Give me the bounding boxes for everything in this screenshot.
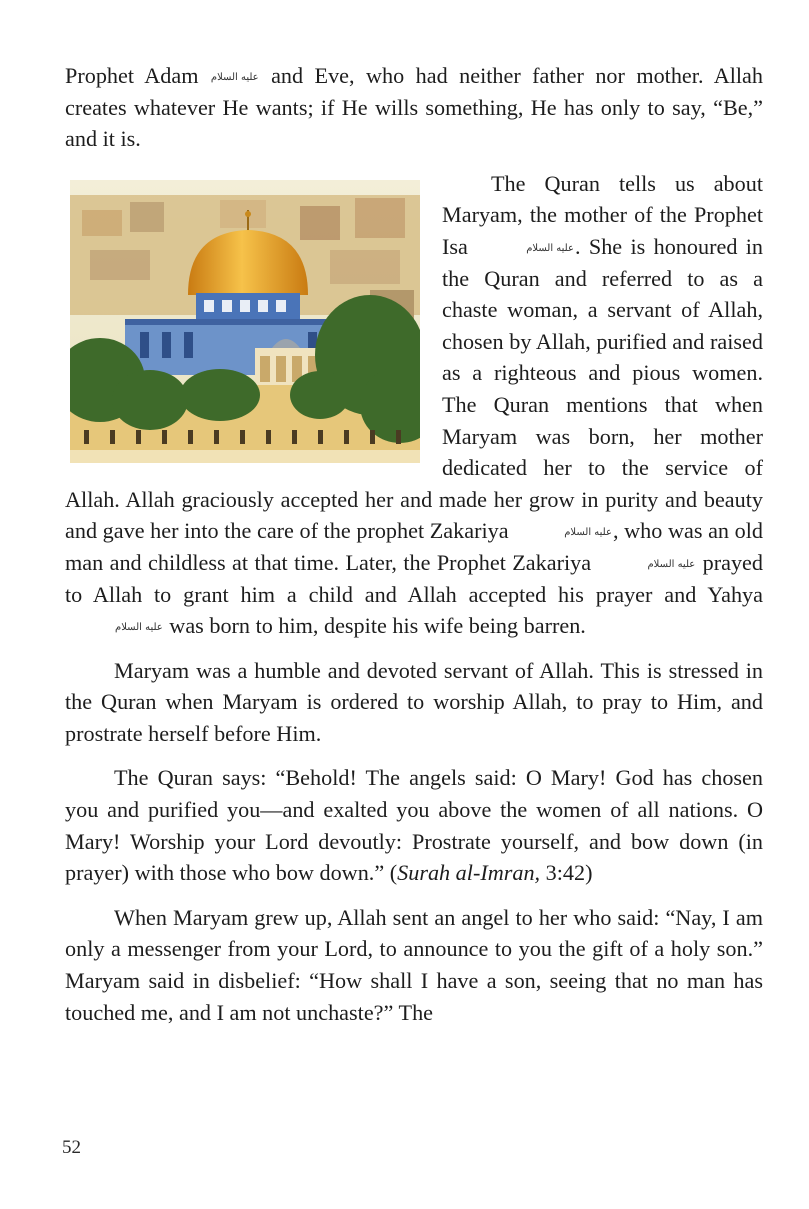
honorific-symbol: عليه السلام: [564, 527, 612, 539]
paragraph-3: [65, 655, 763, 750]
text-run: was born to him, despite his wife being barren.: [163, 613, 586, 639]
text-run: Prophet Adam: [65, 63, 210, 88]
text-run: The Quran tells us about Maryam, the mother of the Prophet Isa: [442, 170, 763, 259]
text-run: and Eve, who had neither father nor mother. Allah creates whatever He wants; if He wills something, He has only to say, “Be,” and it is.: [65, 63, 763, 152]
honorific-symbol: عليه السلام: [210, 72, 259, 83]
text-run: Maryam was a humble and devoted servant of Allah. This is stressed in the Quran when Maryam is ordered to worship Allah, to pray to Him, and prostrate herself before Him.: [65, 657, 763, 746]
paragraph-2: [65, 168, 763, 642]
dome-of-the-rock-illustration: [70, 180, 420, 463]
honorific-symbol: عليه السلام: [526, 242, 574, 254]
text-run: The Quran says: “Behold! The angels said: O Mary! God has chosen you and purified you—and exalted you above the women of all nations. O Mary! Worship your Lord devoutly: Prostrate yourself, and bow down (in prayer) with those who bow down.” (: [65, 765, 763, 886]
text-run: prayed to Allah to grant him a child and Allah accepted his prayer and Yahya: [65, 549, 763, 607]
text-run: When Maryam grew up, Allah sent an angel to her who said: “Nay, I am only a messenger from your Lord, to announce to you the gift of a holy son.” Maryam said in disbelief: “How shall I have a son, seeing that no man has touched me, and I am not unchaste?” The: [65, 904, 763, 1025]
paragraph-1: [65, 60, 763, 155]
text-run: 3:42): [540, 860, 593, 886]
page-content: [65, 60, 763, 1028]
honorific-symbol: عليه السلام: [115, 622, 163, 634]
text-run: . She is honoured in the Quran and referred to as a chaste woman, a servant of Allah, chosen by Allah, purified and raised as a righteous and pious women. The Quran mentions that when Maryam was born, her mother dedicated her to the service of Allah. Allah graciously accepted her and made her grow in purity and beauty and gave her into the care of the prophet Zakariya: [65, 233, 764, 544]
paragraph-4: [65, 762, 763, 888]
text-run: , who was an old man and childless at that time. Later, the Prophet Zakariya: [65, 518, 763, 575]
honorific-symbol: عليه السلام: [647, 558, 696, 570]
text-flow: [65, 60, 763, 1028]
citation-italic: Surah al-Imran,: [397, 860, 541, 886]
page-number: 52: [62, 1137, 81, 1158]
paragraph-5: [65, 902, 763, 1028]
